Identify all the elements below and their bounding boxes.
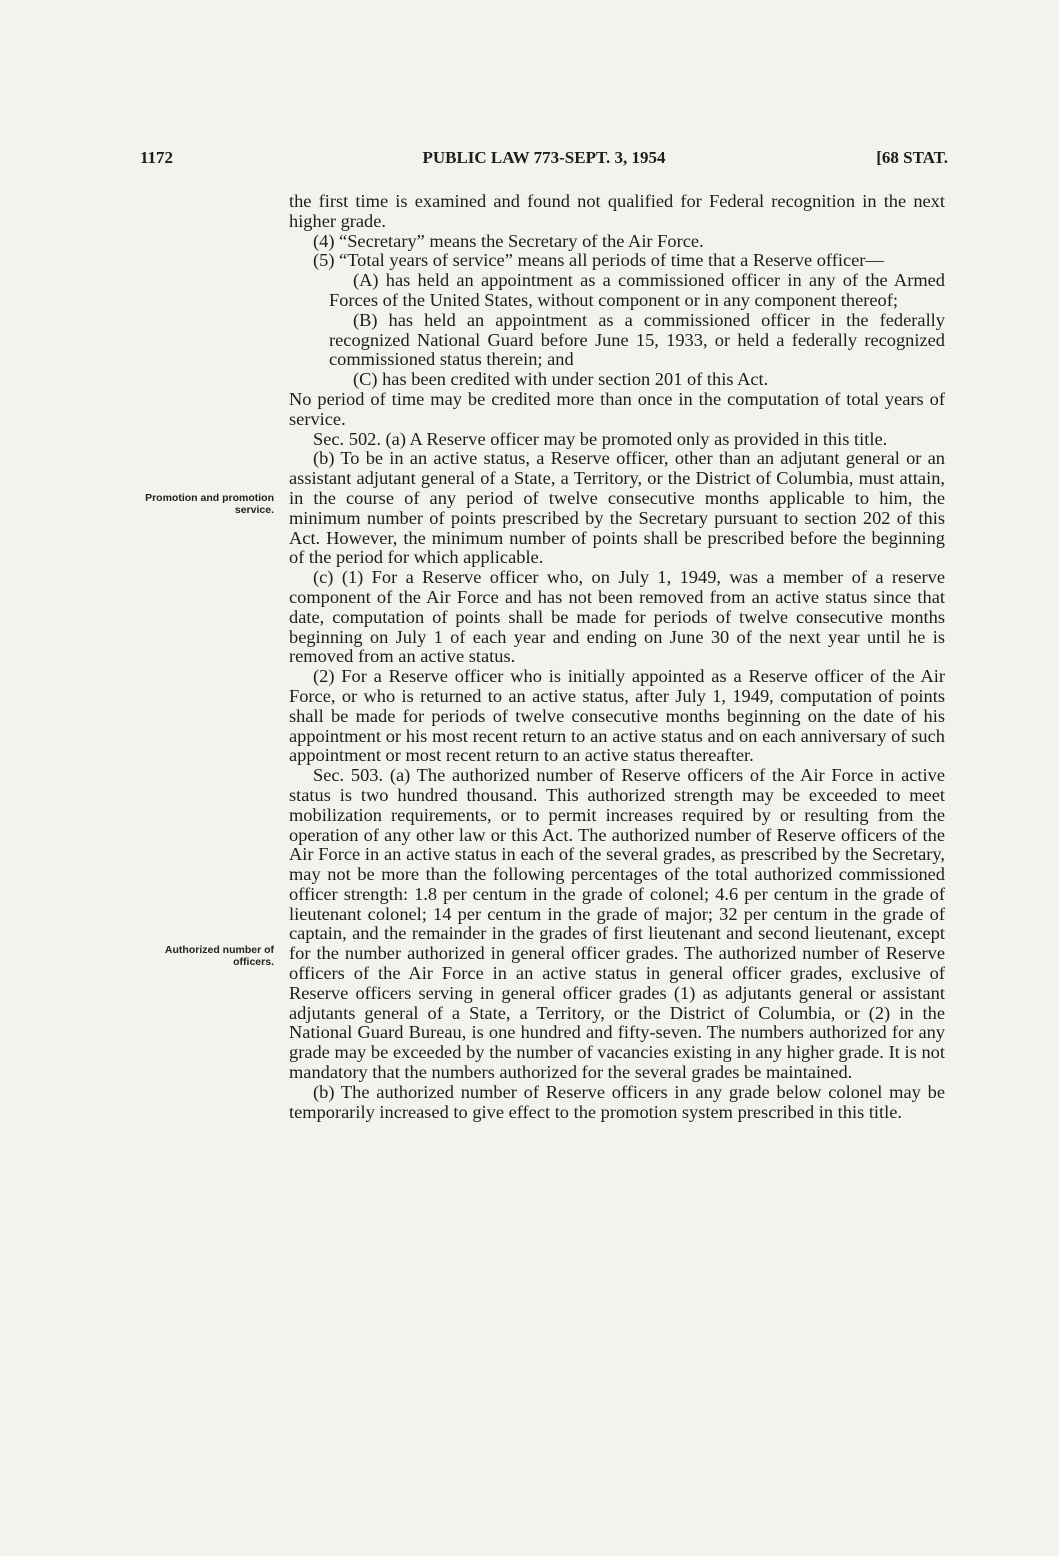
paragraph-sec-502-a: Sec. 502. (a) A Reserve officer may be promoted only as provided in this title.: [313, 428, 888, 449]
paragraph-no-period: No period of time may be credited more than once in the computation of total years of service.: [289, 388, 945, 429]
paragraph-sec-503-b: (b) The authorized number of Reserve officers in any grade below colonel may be temporarily increased to give effect to the promotion system prescribed in this title.: [289, 1081, 945, 1122]
page-number: 1172: [140, 148, 174, 167]
paragraph-sec-502-c2: (2) For a Reserve officer who is initially appointed as a Reserve officer of the Air Force, or who is returned to an active status, after July 1, 1949, computation of points shall be made for periods of twelve consecutive months beginning on the date of his appointment or his most recent return to an active status and on each anniversary of such appointment or most recent return to an active status thereafter.: [289, 666, 945, 766]
volume-citation: [68 STAT.: [876, 148, 948, 167]
paragraph-clause-b: (B) has held an appointment as a commissioned officer in the federally recognized National Guard before June 15, 1933, or held a federally recognized commissioned status therein; and: [329, 309, 945, 370]
running-title: PUBLIC LAW 773-SEPT. 3, 1954: [422, 148, 666, 167]
page-header: [140, 148, 948, 172]
margin-note-promotion: Promotion and promotion service.: [145, 492, 274, 516]
paragraph-continuation: the first time is examined and found not qualified for Federal recognition in the next higher grade.: [289, 191, 945, 231]
paragraph-clause-a: (A) has held an appointment as a commissioned officer in any of the Armed Forces of the United States, without component or in any component thereof;: [329, 270, 945, 310]
paragraph-sec-503-a: Sec. 503. (a) The authorized number of Reserve officers of the Air Force in active status is two hundred thousand. This authorized strength may be exceeded to meet mobilization requirements, or to permit increases required by or resulting from the operation of any other law or this Act. The authorized number of Reserve officers of the Air Force in an active status in each of the several grades, as prescribed by the Secretary, may not be more than the following percentages of the total authorized commissioned officer strength: 1.8 per centum in the grade of colonel; 4.6 per centum in the grade of lieutenant colonel; 14 per centum in the grade of major; 32 per centum in the grade of captain, and the remainder in the grades of first lieutenant and second lieutenant, except for the number authorized in general officer grades. The authorized number of Reserve officers of the Air Force in an active status in general officer grades, exclusive of Reserve officers serving in general officer grades (1) as adjutants general or assistant adjutants general of a State, a Territory, or the District of Columbia, or (2) in the National Guard Bureau, is one hundred and fifty-seven. The numbers authorized for any grade may be exceeded by the number of vacancies existing in any higher grade. It is not mandatory that the numbers authorized for the several grades be maintained.: [289, 765, 945, 1083]
paragraph-sec-502-c1: (c) (1) For a Reserve officer who, on July 1, 1949, was a member of a reserve component of the Air Force and has not been removed from an active status since that date, computation of points shall be made for periods of twelve consecutive months beginning on July 1 of each year and ending on June 30 of the next year until he is removed from an active status.: [289, 567, 945, 667]
statute-body: [289, 192, 945, 1122]
paragraph-sec-502-b: (b) To be in an active status, a Reserve officer, other than an adjutant general or an assistant adjutant general of a State, a Territory, or the District of Columbia, must attain, in the course of any period of twelve consecutive months applicable to him, the minimum number of points prescribed by the Secretary pursuant to section 202 of this Act. However, the minimum number of points shall be prescribed before the beginning of the period for which applicable.: [289, 448, 945, 568]
margin-note-authorized-number: Authorized number of officers.: [164, 944, 274, 968]
paragraph-definition-4: (4) “Secretary” means the Secretary of the Air Force.: [313, 230, 704, 251]
paragraph-definition-5: (5) “Total years of service” means all periods of time that a Reserve officer—: [313, 250, 884, 271]
paragraph-clause-c: (C) has been credited with under section 201 of this Act.: [353, 369, 769, 390]
